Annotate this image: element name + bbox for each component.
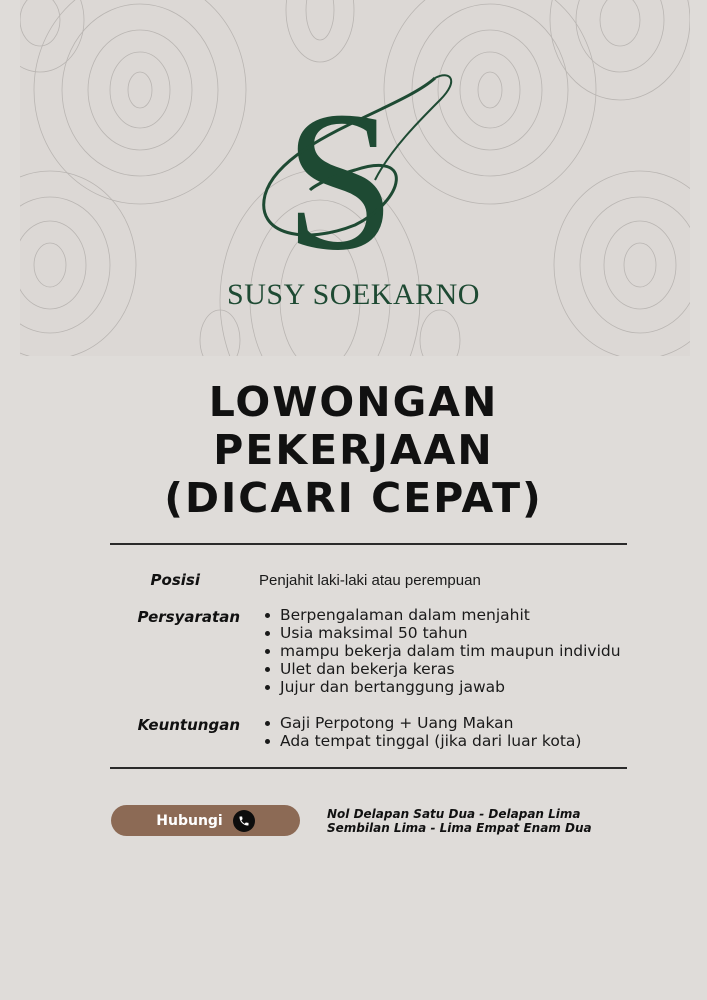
- list-item: Jujur dan bertanggung jawab: [262, 678, 621, 696]
- position-value: Penjahit laki-laki atau perempuan: [259, 572, 481, 589]
- list-item: Berpengalaman dalam menjahit: [262, 606, 621, 624]
- contact-button-label: Hubungi: [156, 812, 223, 829]
- title-line-2: PEKERJAAN: [213, 426, 494, 474]
- benefits-list: [262, 714, 581, 750]
- phone-line-1: Nol Delapan Satu Dua - Delapan Lima: [327, 807, 581, 821]
- title-line-1: LOWONGAN: [208, 378, 499, 426]
- contact-button[interactable]: [111, 805, 300, 836]
- phone-line-2: Sembilan Lima - Lima Empat Enam Dua: [327, 821, 592, 835]
- svg-text:S: S: [284, 71, 396, 292]
- title-line-3: (DICARI CEPAT): [164, 474, 543, 522]
- position-label: Posisi: [150, 571, 200, 589]
- list-item: Usia maksimal 50 tahun: [262, 624, 621, 642]
- list-item: Gaji Perpotong + Uang Makan: [262, 714, 581, 732]
- phone-icon: [233, 810, 255, 832]
- phone-number-text: [327, 807, 592, 835]
- requirements-label: Persyaratan: [137, 608, 240, 626]
- brand-name: SUSY SOEKARNO: [227, 278, 480, 311]
- divider-bottom: [110, 767, 627, 769]
- page-title: [0, 378, 707, 522]
- list-item: Ulet dan bekerja keras: [262, 660, 621, 678]
- benefits-label: Keuntungan: [137, 716, 240, 734]
- divider-top: [110, 543, 627, 545]
- list-item: mampu bekerja dalam tim maupun individu: [262, 642, 621, 660]
- list-item: Ada tempat tinggal (jika dari luar kota): [262, 732, 581, 750]
- requirements-list: [262, 606, 621, 696]
